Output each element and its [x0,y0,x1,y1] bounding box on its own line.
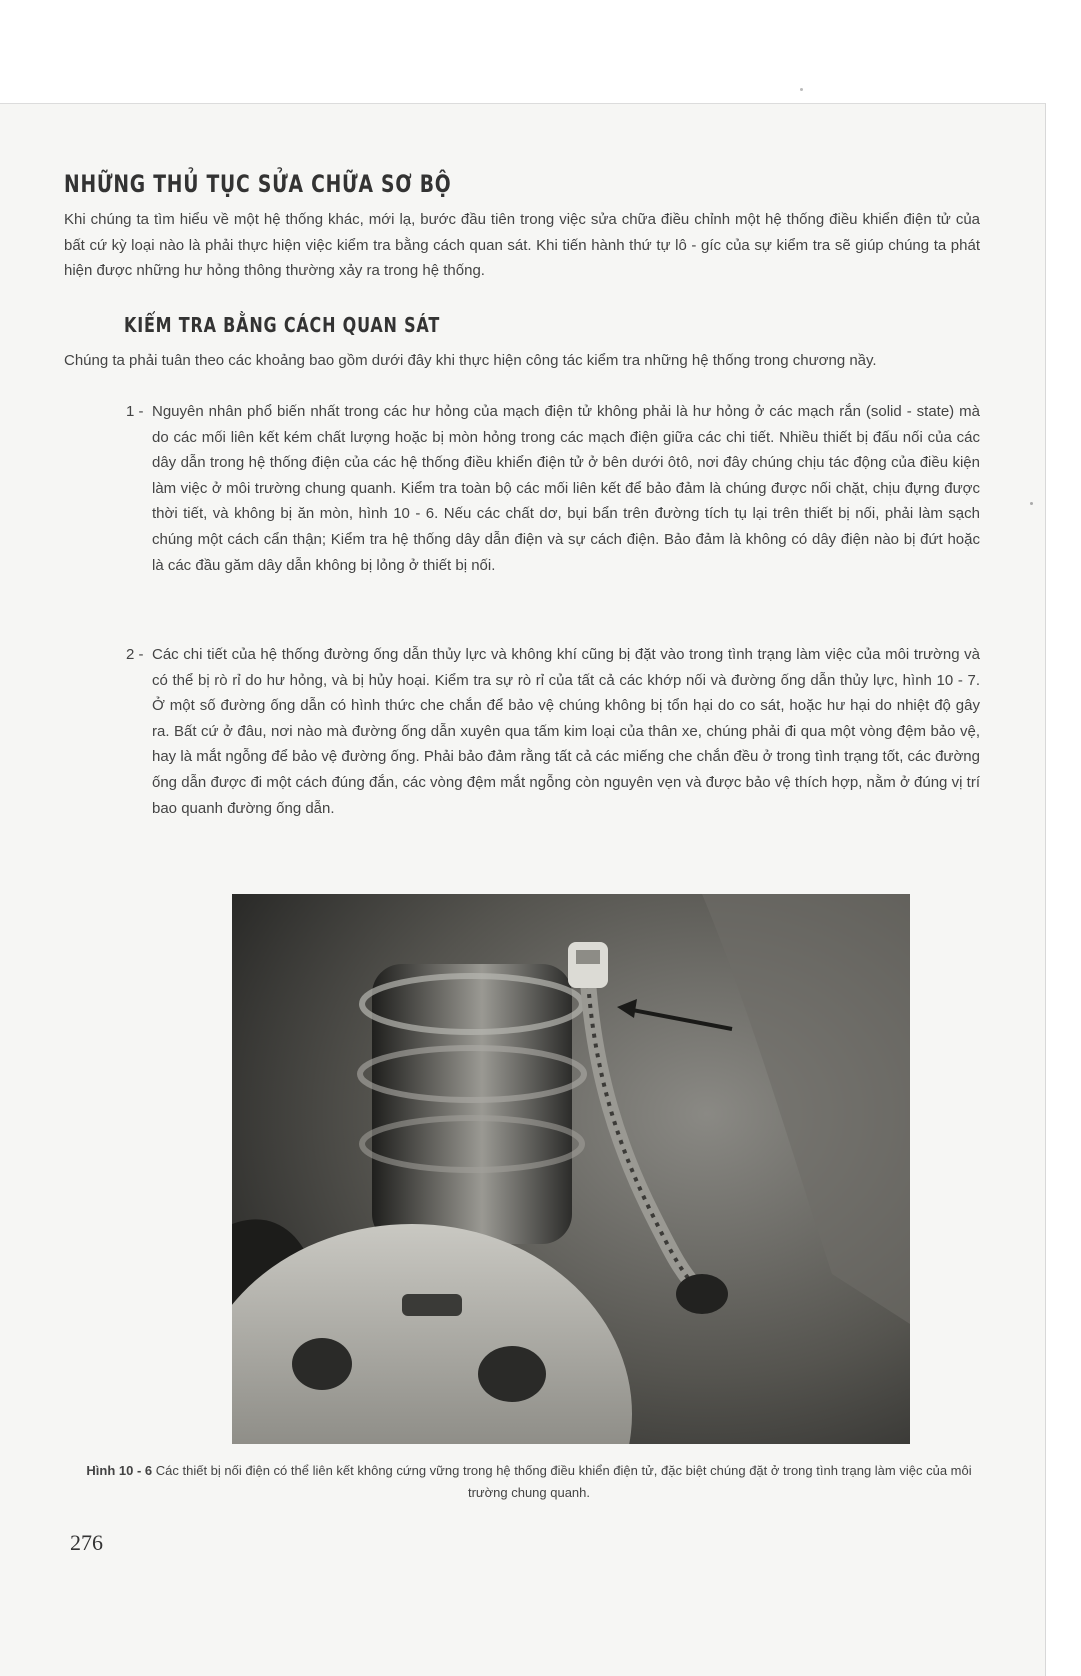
figure-caption-text: Các thiết bị nối điện có thể liên kết không cứng vững trong hệ thống điều khiển điện tử, đặc biệt chúng đặt ở trong tình trạng làm việc của môi trường chung quanh. [155,1463,972,1500]
mount-hole [292,1338,352,1390]
connector-latch [576,950,600,964]
section-title: NHỮNG THỦ TỤC SỬA CHỮA SƠ BỘ [64,170,452,198]
list-item-text: Nguyên nhân phổ biến nhất trong các hư hỏng của mạch điện tử không phải là hư hỏng ở các mạch rắn (solid - state) mà do các mối liên kết kém chất lượng hoặc bị mòn hỏng trong các mạch điện giữa các chi tiết. Nhiều thiết bị đấu nối của các dây dẫn trong hệ thống điện của các hệ thống điều khiển điện tử ở bên dưới ôtô, nơi đây chúng chịu tác động của điều kiện làm việc ở môi trường chung quanh. Kiểm tra toàn bộ các mối liên kết để bảo đảm là chúng được nối chặt, chịu đựng được thời tiết, và không bị ăn mòn, hình 10 - 6. Nếu các chất dơ, bụi bẩn trên đường tích tụ lại trên thiết bị nối, phải làm sạch chúng một cách cẩn thận; Kiểm tra hệ thống dây dẫn điện và sự cách điện. Bảo đảm là không có dây điện nào bị đứt hoặc là các đầu găm dây dẫn không bị lỏng ở thiết bị nối. [152,403,980,574]
connector-photo-illustration [232,894,910,1444]
intro-paragraph: Khi chúng ta tìm hiểu về một hệ thống khác, mới lạ, bước đầu tiên trong việc sửa chữa điều chỉnh một hệ thống điều khiển điện tử của bất cứ kỳ loại nào là phải thực hiện việc kiểm tra bằng cách quan sát. Khi tiến hành thứ tự lô - gíc của sự kiểm tra sẽ giúp chúng ta phát hiện được những hư hỏng thông thường xảy ra trong hệ thống. [64,211,980,280]
air-spring-bellows [372,964,572,1244]
list-item-number: 2 - [126,646,144,663]
list-item [126,642,980,821]
electrical-connector [568,942,608,988]
sub-section-title: KIỂM TRA BẰNG CÁCH QUAN SÁT [124,313,441,337]
list-item-text: Các chi tiết của hệ thống đường ống dẫn thủy lực và không khí cũng bị đặt vào trong tình trạng làm việc của môi trường và có thể bị rò rỉ do hư hỏng, và bị hủy hoại. Kiểm tra sự rò rỉ của tất cả các khớp nối và đường ống dẫn thủy lực, hình 10 - 7. Ở một số đường ống dẫn có hình thức che chắn để bảo vệ chúng không bị tổn hại do co sát, hoặc hư hại do nhiệt độ gây ra. Bất cứ ở đâu, nơi nào mà đường ống dẫn xuyên qua tấm kim loại của thân xe, chúng phải đi qua một vòng đệm bảo vệ, hay là mắt ngỗng để bảo vệ đường ống. Phải bảo đảm rằng tất cả các miếng che chắn đều ở trong tình trạng tốt, các đường ống dẫn được đi một cách đúng đắn, các vòng đệm mắt ngỗng còn nguyên vẹn và được bảo vệ thích hợp, nằm ở đúng vị trí bao quanh đường ống dẫn. [152,646,980,817]
figure-photo [232,894,910,1444]
page-number: 276 [70,1530,103,1555]
mount-bolt [676,1274,728,1314]
figure-label: Hình 10 - 6 [86,1463,153,1478]
instruction-paragraph: Chúng ta phải tuân theo các khoảng bao gồm dưới đây khi thực hiện công tác kiểm tra những hệ thống trong chương nầy. [64,352,877,369]
list-item [126,399,980,578]
speck [1030,502,1033,505]
mount-slot [402,1294,462,1316]
list-item-number: 1 - [126,403,144,420]
mount-hole [478,1346,546,1402]
speck [800,88,803,91]
figure-caption [74,1460,984,1504]
